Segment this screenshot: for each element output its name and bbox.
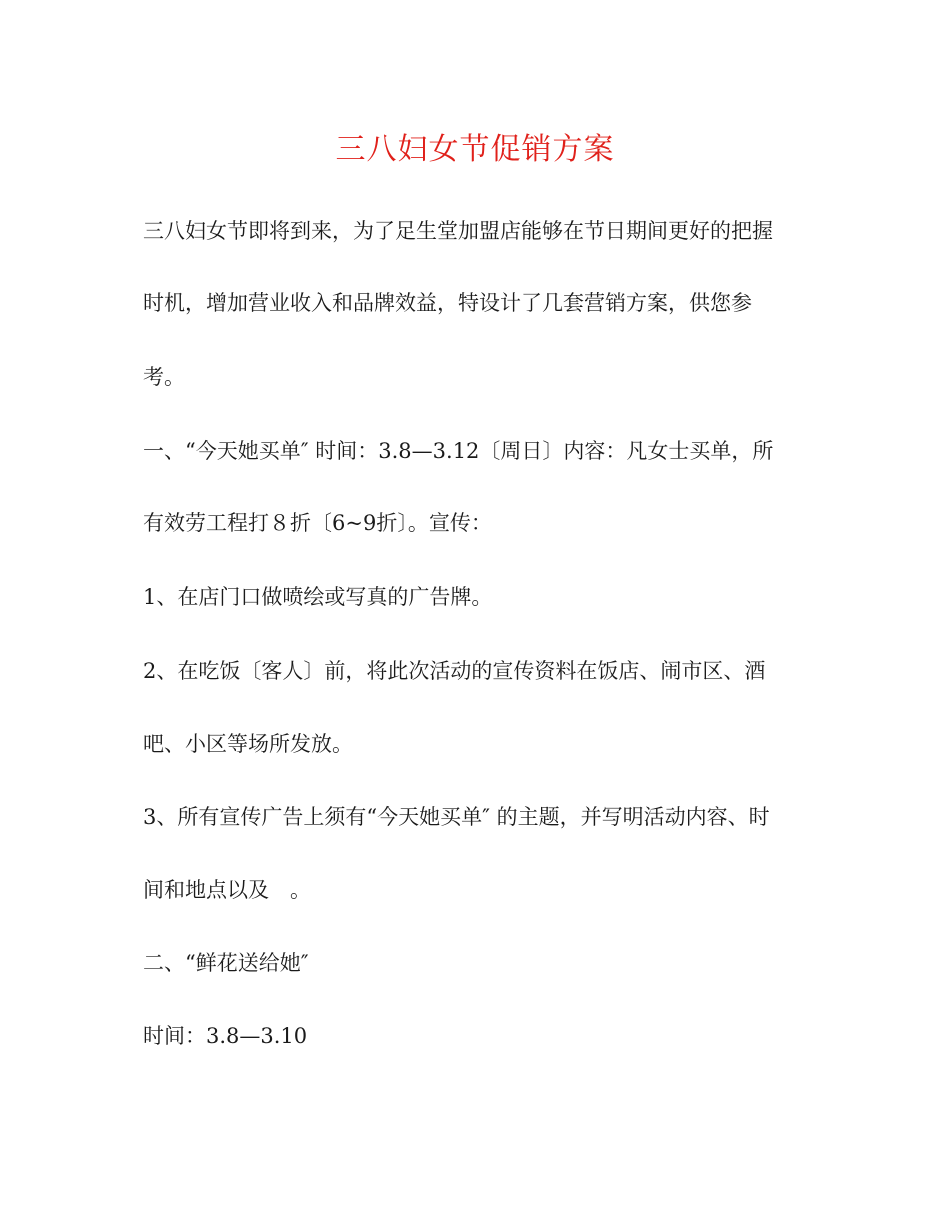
paragraph-line: 时间：3.8—3.10 (143, 1024, 308, 1048)
paragraph-line: 三八妇女节即将到来，为了足生堂加盟店能够在节日期间更好的把握 (143, 219, 773, 243)
section-heading: 二、“鲜花送给她″ (143, 951, 309, 975)
list-item: 2、在吃饭〔客人〕前，将此次活动的宣传资料在饭店、闹市区、酒 (143, 659, 766, 683)
paragraph-line: 考。 (143, 365, 185, 389)
list-item: 3、所有宣传广告上须有“今天她买单″ 的主题，并写明活动内容、时 (143, 805, 770, 829)
paragraph-line: 时机，增加营业收入和品牌效益，特设计了几套营销方案，供您参 (143, 291, 752, 315)
list-item: 吧、小区等场所发放。 (143, 732, 353, 756)
list-item: 间和地点以及 。 (143, 878, 311, 902)
paragraph-line: 一、“今天她买单″ 时间：3.8—3.12〔周日〕内容：凡女士买单，所 (143, 439, 774, 463)
paragraph-line: 有效劳工程打８折〔6~9折〕。宣传： (143, 511, 492, 535)
list-item: 1、在店门口做喷绘或写真的广告牌。 (143, 585, 493, 609)
document-title: 三八妇女节促销方案 (335, 132, 615, 167)
